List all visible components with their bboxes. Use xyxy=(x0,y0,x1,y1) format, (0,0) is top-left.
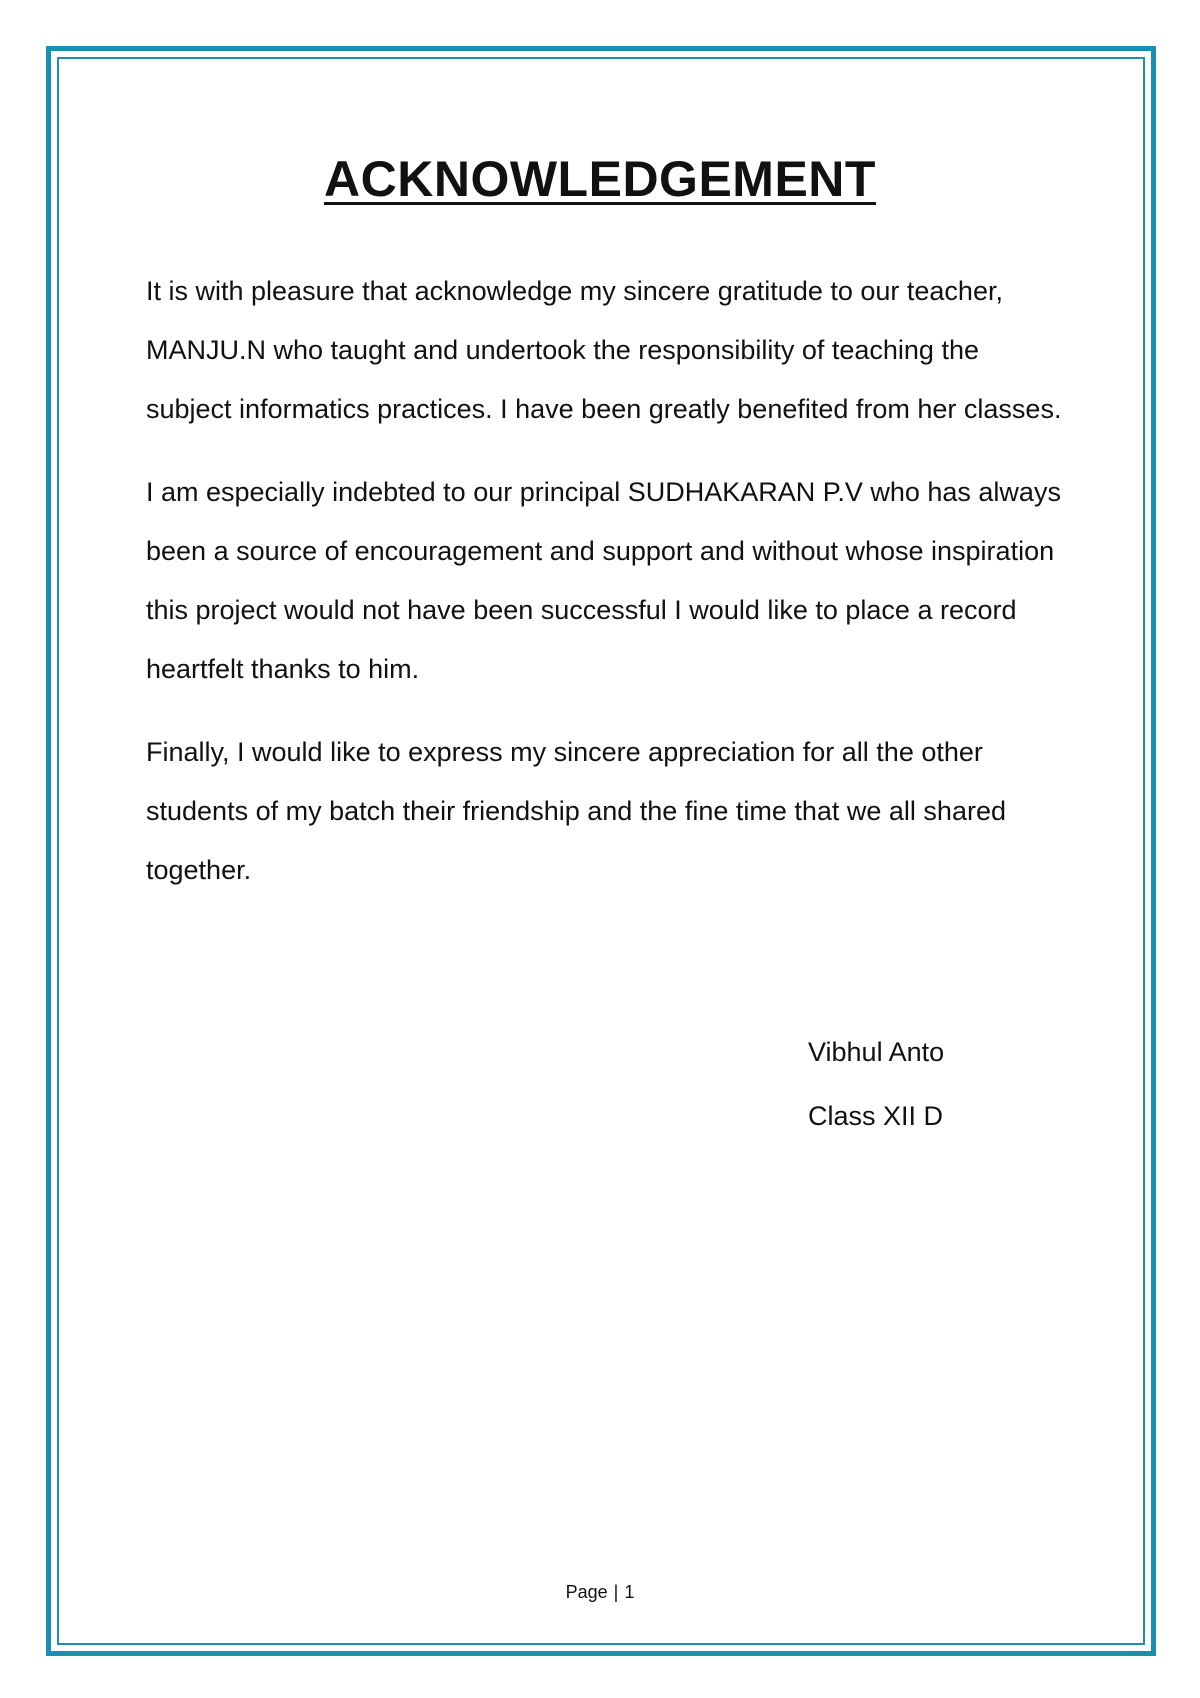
page-label: Page xyxy=(565,1582,608,1602)
paragraph-2: I am especially indebted to our principal SUDHAKARAN P.V who has always been a source of encouragement and support and without whose inspiration this project would not have been successful I would like to place a record heartfelt thanks to him. xyxy=(146,477,1061,684)
paragraph-3: Finally, I would like to express my sincere appreciation for all the other students of my batch their friendship and the fine time that we all shared together. xyxy=(146,737,1006,885)
page-separator: | xyxy=(613,1582,619,1602)
paragraph-1: It is with pleasure that acknowledge my sincere gratitude to our teacher, MANJU.N who taught and undertook the responsibility of teaching the subject informatics practices. I have been greatly benefited from her classes. xyxy=(146,276,1062,424)
signature-block xyxy=(808,1020,944,1148)
page-footer xyxy=(0,1582,1200,1603)
body-text xyxy=(146,262,1066,924)
signature-class: Class XII D xyxy=(808,1101,944,1131)
page-number: 1 xyxy=(624,1582,635,1602)
page-title: ACKNOWLEDGEMENT xyxy=(324,151,876,207)
signature-name: Vibhul Anto xyxy=(808,1037,945,1067)
